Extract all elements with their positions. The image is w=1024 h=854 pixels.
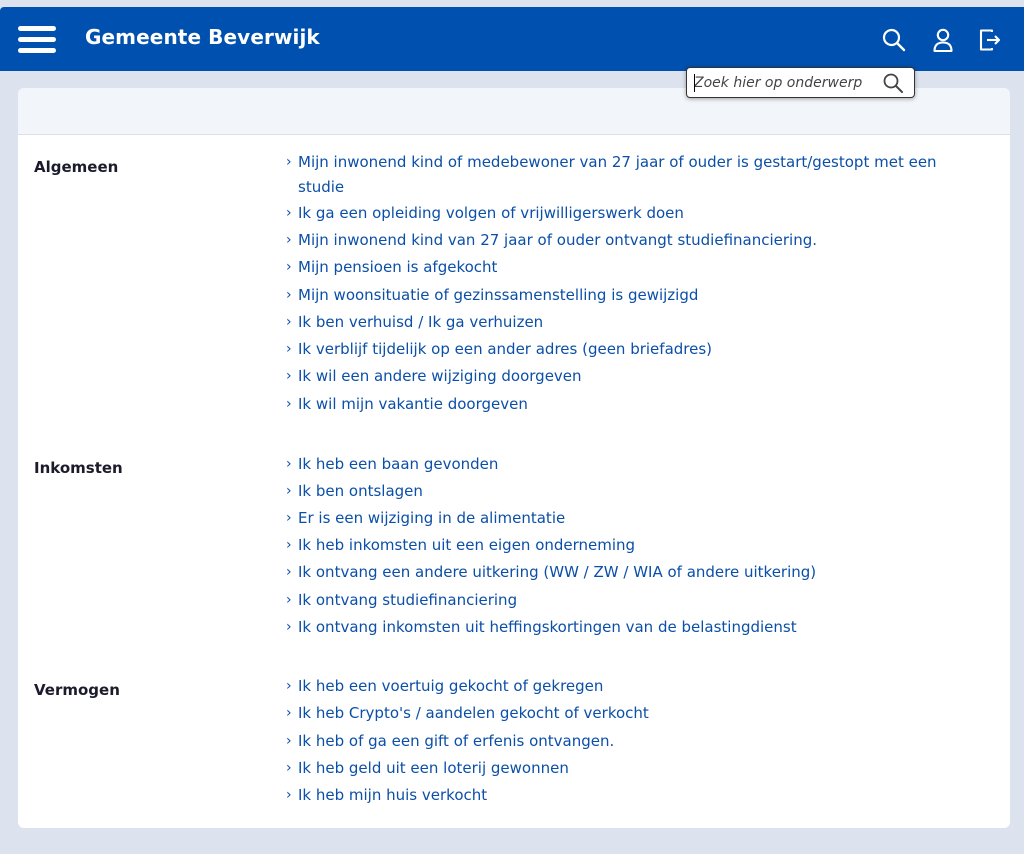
list-item-link[interactable]: › Ik ben verhuisd / Ik ga verhuizen <box>286 310 976 335</box>
list-item-link[interactable]: › Ik ben ontslagen <box>286 479 976 504</box>
top-navigation-bar <box>0 7 1024 71</box>
list-item-link[interactable]: › Ik ontvang inkomsten uit heffingskortingen van de belastingdienst <box>286 615 976 640</box>
search-popup <box>686 67 915 98</box>
chevron-right-icon: › <box>286 733 292 749</box>
search-icon[interactable] <box>881 27 907 53</box>
list-item-link[interactable]: › Ik heb geld uit een loterij gewonnen <box>286 756 976 781</box>
chevron-right-icon: › <box>286 564 292 580</box>
list-item-link[interactable]: › Mijn woonsituatie of gezinssamenstelling is gewijzigd <box>286 283 976 308</box>
list-item-link[interactable]: › Er is een wijziging in de alimentatie <box>286 506 976 531</box>
list-item-link[interactable]: › Ik ontvang studiefinanciering <box>286 588 976 613</box>
chevron-right-icon: › <box>286 341 292 357</box>
section-label-inkomsten: Inkomsten <box>34 459 123 477</box>
chevron-right-icon: › <box>286 619 292 635</box>
list-item-link[interactable]: › Ik heb of ga een gift of erfenis ontvangen. <box>286 729 976 754</box>
list-item-link[interactable]: › Mijn inwonend kind van 27 jaar of ouder ontvangt studiefinanciering. <box>286 228 976 253</box>
section-label-algemeen: Algemeen <box>34 158 119 176</box>
logout-icon[interactable] <box>977 27 1003 53</box>
list-item-link[interactable]: › Ik wil mijn vakantie doorgeven <box>286 392 976 417</box>
list-item-link[interactable]: › Ik heb inkomsten uit een eigen onderneming <box>286 533 976 558</box>
chevron-right-icon: › <box>286 483 292 499</box>
chevron-right-icon: › <box>286 259 292 275</box>
list-item-link[interactable]: › Mijn inwonend kind of medebewoner van 27 jaar of ouder is gestart/gestopt met een studie <box>286 150 976 200</box>
search-submit-icon[interactable] <box>882 72 904 94</box>
app-title: Gemeente Beverwijk <box>85 25 320 49</box>
chevron-right-icon: › <box>286 456 292 472</box>
hamburger-menu-icon[interactable] <box>18 26 56 54</box>
main-card <box>18 88 1010 828</box>
search-input[interactable] <box>694 72 879 94</box>
list-item-link[interactable]: › Ik heb een baan gevonden <box>286 452 976 477</box>
chevron-right-icon: › <box>286 287 292 303</box>
chevron-right-icon: › <box>286 314 292 330</box>
list-item-link[interactable]: › Ik heb een voertuig gekocht of gekregen <box>286 674 976 699</box>
list-item-link[interactable]: › Ik heb Crypto's / aandelen gekocht of verkocht <box>286 701 976 726</box>
chevron-right-icon: › <box>286 205 292 221</box>
chevron-right-icon: › <box>286 760 292 776</box>
list-item-link[interactable]: › Ik wil een andere wijziging doorgeven <box>286 364 976 389</box>
chevron-right-icon: › <box>286 510 292 526</box>
list-item-link[interactable]: › Ik ga een opleiding volgen of vrijwilligerswerk doen <box>286 201 976 226</box>
list-item-link[interactable]: › Ik heb mijn huis verkocht <box>286 783 976 808</box>
chevron-right-icon: › <box>286 787 292 803</box>
chevron-right-icon: › <box>286 232 292 248</box>
chevron-right-icon: › <box>286 705 292 721</box>
user-icon[interactable] <box>930 27 956 53</box>
list-item-link[interactable]: › Ik verblijf tijdelijk op een ander adres (geen briefadres) <box>286 337 976 362</box>
chevron-right-icon: › <box>286 368 292 384</box>
list-item-link[interactable]: › Ik ontvang een andere uitkering (WW / ZW / WIA of andere uitkering) <box>286 560 976 585</box>
chevron-right-icon: › <box>286 537 292 553</box>
chevron-right-icon: › <box>286 396 292 412</box>
chevron-right-icon: › <box>286 154 292 170</box>
list-item-link[interactable]: › Mijn pensioen is afgekocht <box>286 255 976 280</box>
chevron-right-icon: › <box>286 592 292 608</box>
text-cursor <box>694 74 695 92</box>
chevron-right-icon: › <box>286 678 292 694</box>
section-label-vermogen: Vermogen <box>34 681 120 699</box>
